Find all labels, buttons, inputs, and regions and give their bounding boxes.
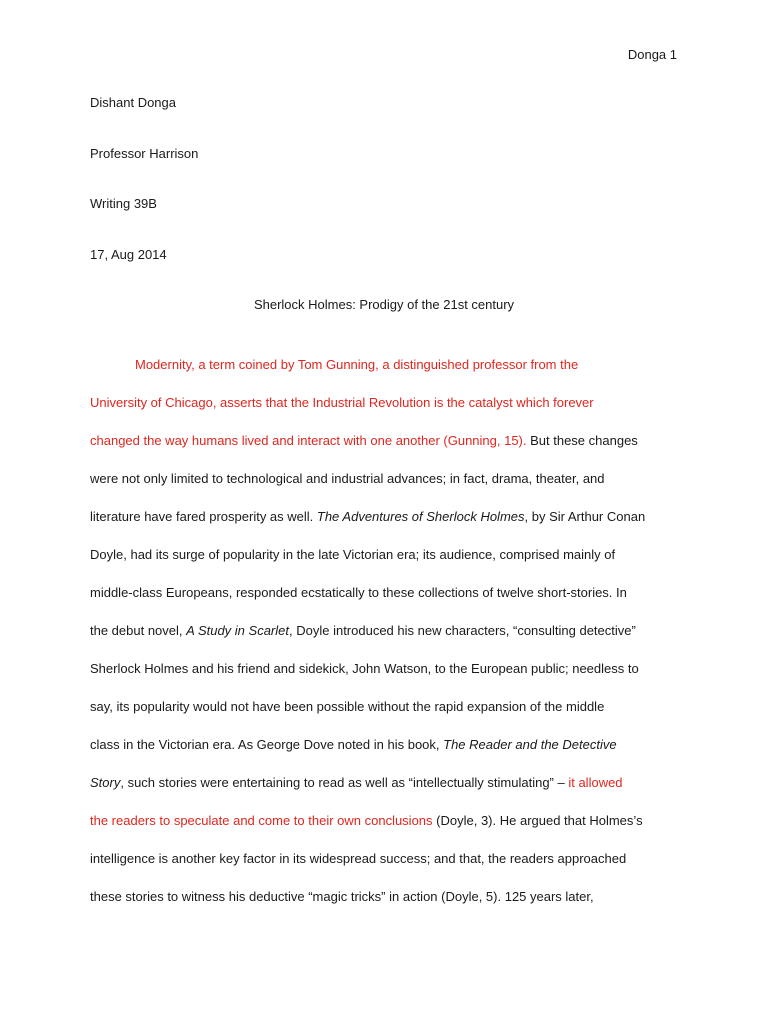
body-text-span: But these changes (526, 433, 638, 448)
book-title: A Study in Scarlet (186, 623, 289, 638)
date: 17, Aug 2014 (90, 246, 167, 262)
body-line-8 (90, 612, 680, 650)
body-line-11 (90, 726, 680, 764)
running-head: Donga 1 (627, 47, 677, 62)
highlighted-text: the readers to speculate and come to their own conclusions (90, 813, 433, 828)
body-line-15: these stories to witness his deductive “magic tricks” in action (Doyle, 5). 125 years later, (90, 889, 594, 904)
body-text-span: class in the Victorian era. As George Dove noted in his book, (90, 737, 444, 752)
body-line-14: intelligence is another key factor in its widespread success; and that, the readers approached (90, 851, 627, 866)
body-line-3 (90, 422, 680, 460)
essay-title: Sherlock Holmes: Prodigy of the 21st century (253, 297, 515, 312)
body-text-span: literature have fared prosperity as well. (90, 509, 317, 524)
body-line-10: say, its popularity would not have been possible without the rapid expansion of the middle (90, 699, 605, 714)
body-line-4: were not only limited to technological and industrial advances; in fact, drama, theater, and (90, 471, 605, 486)
book-title: The Adventures of Sherlock Holmes (316, 509, 525, 524)
book-title: Story (90, 775, 121, 790)
author-name: Dishant Donga (90, 95, 176, 110)
body-text-span: , by Sir Arthur Conan (524, 509, 646, 524)
professor-name: Professor Harrison (90, 145, 199, 161)
mla-heading (90, 94, 678, 296)
body-line-7: middle-class Europeans, responded ecstatically to these collections of twelve short-stories. In (90, 585, 627, 600)
body-line-2: University of Chicago, asserts that the Industrial Revolution is the catalyst which forever (90, 395, 594, 410)
body-line-9: Sherlock Holmes and his friend and sidekick, John Watson, to the European public; needless to (90, 661, 639, 676)
body-text-span: the debut novel, (90, 623, 187, 638)
body-line-12 (90, 764, 680, 802)
body-line-5 (90, 498, 680, 536)
body-text-span: (Doyle, 3). He argued that Holmes’s (432, 813, 643, 828)
course-name: Writing 39B (90, 196, 157, 211)
body-paragraph (90, 346, 680, 916)
body-line-6: Doyle, had its surge of popularity in the late Victorian era; its audience, comprised mainly of (90, 547, 616, 562)
body-text-span: , such stories were entertaining to read as well as “intellectually stimulating” – (120, 775, 569, 790)
highlighted-text: it allowed (568, 775, 623, 790)
body-text-span: , Doyle introduced his new characters, “consulting detective” (289, 623, 636, 638)
body-line-1: Modernity, a term coined by Tom Gunning, a distinguished professor from the (135, 357, 579, 372)
book-title: The Reader and the Detective (443, 737, 617, 752)
highlighted-text: changed the way humans lived and interact with one another (Gunning, 15). (90, 433, 527, 448)
body-line-13 (90, 802, 680, 840)
